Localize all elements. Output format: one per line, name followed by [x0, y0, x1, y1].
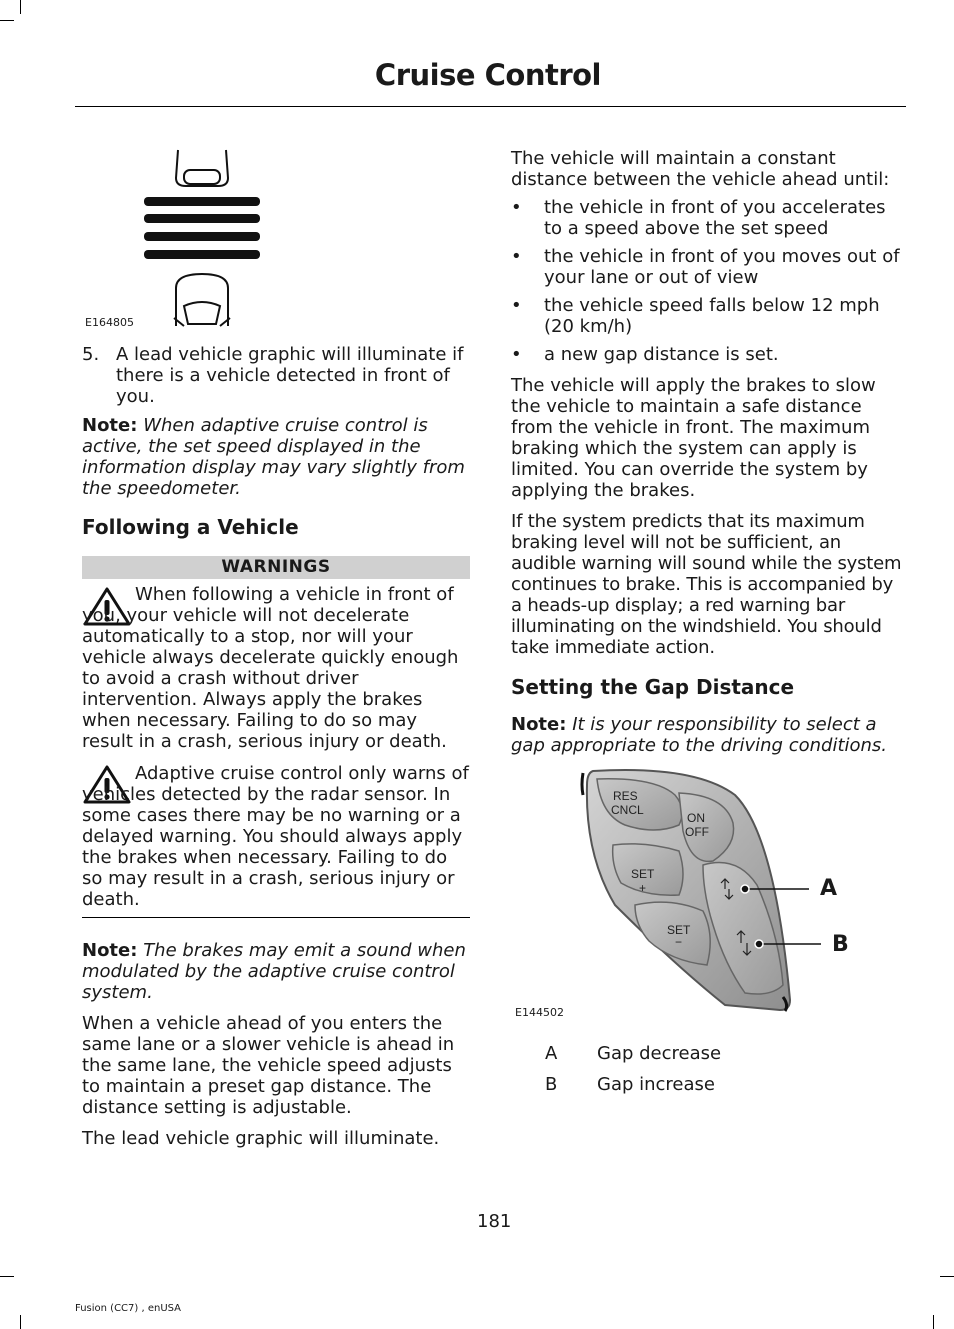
section-heading: Following a Vehicle: [82, 515, 299, 539]
bullet: •: [511, 197, 522, 218]
set-minus-label: SET: [667, 923, 691, 937]
legend-row: [545, 1043, 557, 1064]
on-label: ON: [687, 811, 705, 825]
legend-label: Gap decrease: [597, 1043, 722, 1064]
crop-mark: [933, 1315, 934, 1329]
bullet: •: [511, 295, 522, 316]
note-text: The brakes may emit a sound when modulated by the adaptive cruise control system.: [82, 940, 466, 1003]
figure-id: E164805: [85, 316, 134, 329]
minus-label: −: [675, 935, 683, 949]
crop-mark: [0, 1276, 14, 1277]
section-heading: Setting the Gap Distance: [511, 675, 795, 699]
note: [82, 415, 470, 499]
warning-text: When following a vehicle in front of you, your vehicle will not decelerate automatically to a stop, nor will your vehicle always decelerate quickly enough to avoid a crash without driver intervention. Always apply the brakes when necessary. Failing to do so may result in a crash, serious injury or death.: [82, 584, 459, 752]
callout-b: B: [832, 932, 849, 957]
note-text: When adaptive cruise control is active, the set speed displayed in the information display may vary slightly from the speedometer.: [82, 415, 465, 499]
bullet: •: [511, 344, 522, 365]
paragraph: The vehicle will apply the brakes to slow the vehicle to maintain a safe distance from the vehicle in front. The maximum braking which the system can apply is limited. You can override the system by applying the brakes.: [511, 375, 876, 501]
callout-a: A: [820, 876, 838, 901]
step-number: 5.: [82, 344, 100, 365]
warning-text: Adaptive cruise control only warns of vehicles detected by the radar sensor. In some cases there may be no warning or a delayed warning. You should always apply the brakes when necessary. Failing to do so may result in a crash, serious injury or death.: [82, 763, 469, 910]
warnings-title: WARNINGS: [221, 557, 331, 577]
note-text: It is your responsibility to select a gap appropriate to the driving conditions.: [511, 714, 888, 756]
legend-label: Gap increase: [597, 1074, 715, 1095]
note-label: Note:: [82, 415, 138, 436]
paragraph: When a vehicle ahead of you enters the same lane or a slower vehicle is ahead in the same lane, the vehicle speed adjusts to maintain a preset gap distance. The distance setting is adjustable.: [82, 1013, 455, 1118]
note: [82, 940, 470, 1003]
res-label: RES: [613, 789, 638, 803]
warnings-header: [82, 556, 470, 579]
note: [511, 714, 903, 756]
crop-mark: [940, 1276, 954, 1277]
page-number: 181: [477, 1211, 512, 1232]
paragraph: The vehicle will maintain a constant distance between the vehicle ahead until:: [511, 148, 890, 190]
title-divider: [75, 106, 906, 107]
crop-mark: [0, 20, 14, 21]
cruise-control-switch-illustration: [575, 765, 855, 1015]
crop-mark: [20, 1315, 21, 1329]
legend-key: A: [545, 1043, 558, 1064]
legend-key: B: [545, 1074, 558, 1095]
cncl-label: CNCL: [611, 803, 644, 817]
paragraph: If the system predicts that its maximum braking level will not be sufficient, an audible warning will sound while the system continues to brake. This is accompanied by a heads-up display; a red warning bar illuminating on the windshield. You should take immediate action.: [511, 511, 902, 658]
footer-text: Fusion (CC7) , enUSA: [75, 1303, 182, 1314]
crop-mark: [20, 0, 21, 14]
figure-id: E144502: [515, 1006, 564, 1019]
plus-label: +: [639, 881, 647, 895]
legend-row: [545, 1074, 557, 1095]
paragraph: The lead vehicle graphic will illuminate.: [82, 1128, 440, 1149]
step-text: A lead vehicle graphic will illuminate if there is a vehicle detected in front of you.: [116, 344, 464, 407]
lead-vehicle-graphic: [140, 148, 265, 328]
warnings-end-rule: [82, 917, 470, 918]
bullet: •: [511, 246, 522, 267]
page-title: Cruise Control: [374, 58, 601, 92]
set-plus-label: SET: [631, 867, 655, 881]
note-label: Note:: [82, 940, 138, 961]
numbered-step: [82, 344, 470, 407]
note-label: Note:: [511, 714, 567, 735]
off-label: OFF: [685, 825, 709, 839]
